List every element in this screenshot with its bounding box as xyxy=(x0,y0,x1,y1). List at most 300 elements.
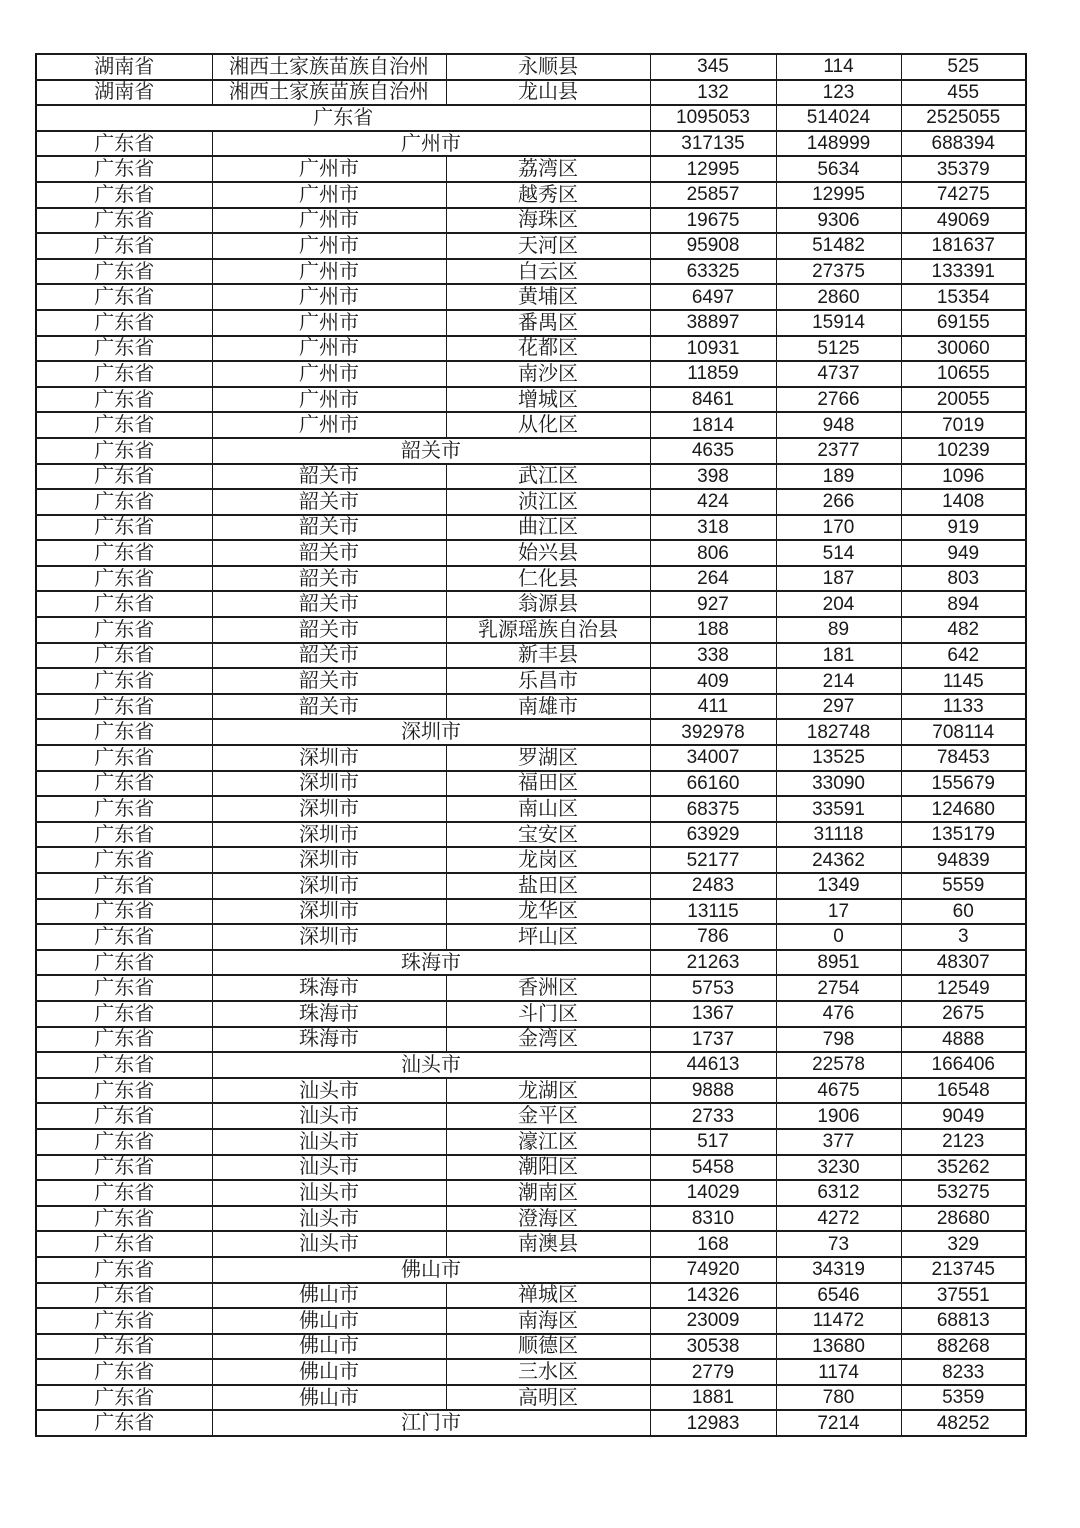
cell-province: 广东省 xyxy=(36,617,212,643)
cell-value-2: 181 xyxy=(776,643,901,669)
cell-city: 韶关市 xyxy=(212,643,446,669)
table-row xyxy=(36,540,1026,566)
cell-value-1: 5458 xyxy=(650,1155,776,1181)
cell-value-2: 73 xyxy=(776,1231,901,1257)
cell-value-3: 166406 xyxy=(901,1052,1026,1078)
cell-district: 番禺区 xyxy=(446,310,650,336)
cell-value-3: 5359 xyxy=(901,1385,1026,1411)
cell-value-3: 35379 xyxy=(901,156,1026,182)
cell-district: 澄海区 xyxy=(446,1206,650,1232)
cell-province: 广东省 xyxy=(36,1257,212,1283)
cell-value-2: 27375 xyxy=(776,259,901,285)
cell-value-2: 0 xyxy=(776,924,901,950)
cell-district: 天河区 xyxy=(446,233,650,259)
table-row xyxy=(36,336,1026,362)
cell-value-3: 2525055 xyxy=(901,105,1026,131)
cell-value-1: 2779 xyxy=(650,1359,776,1385)
table-row xyxy=(36,975,1026,1001)
cell-province: 广东省 xyxy=(36,796,212,822)
cell-city: 广州市 xyxy=(212,284,446,310)
cell-value-1: 392978 xyxy=(650,719,776,745)
table-row xyxy=(36,105,1026,131)
cell-province: 广东省 xyxy=(36,643,212,669)
cell-value-2: 377 xyxy=(776,1129,901,1155)
cell-value-3: 4888 xyxy=(901,1027,1026,1053)
cell-value-1: 9888 xyxy=(650,1078,776,1104)
cell-city: 珠海市 xyxy=(212,1027,446,1053)
cell-value-2: 1174 xyxy=(776,1359,901,1385)
cell-value-1: 5753 xyxy=(650,975,776,1001)
cell-district: 海珠区 xyxy=(446,208,650,234)
cell-district: 乐昌市 xyxy=(446,668,650,694)
cell-city: 深圳市 xyxy=(212,924,446,950)
cell-value-2: 266 xyxy=(776,489,901,515)
cell-value-3: 919 xyxy=(901,515,1026,541)
cell-district: 龙湖区 xyxy=(446,1078,650,1104)
cell-value-3: 803 xyxy=(901,566,1026,592)
cell-value-1: 11859 xyxy=(650,361,776,387)
table-row xyxy=(36,1385,1026,1411)
cell-value-3: 455 xyxy=(901,80,1026,106)
cell-province: 广东省 xyxy=(36,284,212,310)
cell-value-3: 133391 xyxy=(901,259,1026,285)
cell-city: 佛山市 xyxy=(212,1334,446,1360)
cell-value-2: 123 xyxy=(776,80,901,106)
cell-value-2: 1906 xyxy=(776,1103,901,1129)
cell-value-3: 48307 xyxy=(901,950,1026,976)
cell-district: 坪山区 xyxy=(446,924,650,950)
cell-value-3: 213745 xyxy=(901,1257,1026,1283)
cell-value-2: 13525 xyxy=(776,745,901,771)
cell-district: 潮南区 xyxy=(446,1180,650,1206)
cell-value-2: 15914 xyxy=(776,310,901,336)
cell-province: 广东省 xyxy=(36,489,212,515)
cell-value-3: 8233 xyxy=(901,1359,1026,1385)
cell-value-2: 780 xyxy=(776,1385,901,1411)
cell-value-3: 48252 xyxy=(901,1410,1026,1436)
cell-value-1: 1367 xyxy=(650,1001,776,1027)
cell-province: 广东省 xyxy=(36,540,212,566)
table-row xyxy=(36,719,1026,745)
cell-city: 湘西土家族苗族自治州 xyxy=(212,80,446,106)
cell-city: 佛山市 xyxy=(212,1385,446,1411)
cell-value-2: 4737 xyxy=(776,361,901,387)
table-row xyxy=(36,1410,1026,1436)
cell-value-2: 2766 xyxy=(776,387,901,413)
table-row xyxy=(36,1206,1026,1232)
cell-value-1: 8461 xyxy=(650,387,776,413)
cell-province: 广东省 xyxy=(36,438,212,464)
cell-district: 龙山县 xyxy=(446,80,650,106)
cell-province: 广东省 xyxy=(36,1359,212,1385)
cell-city: 韶关市 xyxy=(212,617,446,643)
table-row xyxy=(36,617,1026,643)
cell-province: 广东省 xyxy=(36,361,212,387)
cell-district: 花都区 xyxy=(446,336,650,362)
cell-value-1: 409 xyxy=(650,668,776,694)
cell-value-1: 13115 xyxy=(650,899,776,925)
cell-province: 广东省 xyxy=(36,1410,212,1436)
table-row xyxy=(36,950,1026,976)
cell-value-3: 88268 xyxy=(901,1334,1026,1360)
cell-value-2: 5125 xyxy=(776,336,901,362)
cell-value-3: 10655 xyxy=(901,361,1026,387)
table-row xyxy=(36,54,1026,80)
cell-city: 深圳市 xyxy=(212,796,446,822)
cell-province: 广东省 xyxy=(36,668,212,694)
cell-district: 增城区 xyxy=(446,387,650,413)
table-row xyxy=(36,591,1026,617)
table-row xyxy=(36,1078,1026,1104)
cell-value-3: 124680 xyxy=(901,796,1026,822)
table-row xyxy=(36,1231,1026,1257)
cell-district: 白云区 xyxy=(446,259,650,285)
cell-district: 金平区 xyxy=(446,1103,650,1129)
cell-district: 高明区 xyxy=(446,1385,650,1411)
cell-province: 广东省 xyxy=(36,1129,212,1155)
cell-value-1: 34007 xyxy=(650,745,776,771)
cell-value-2: 514 xyxy=(776,540,901,566)
cell-value-1: 1814 xyxy=(650,412,776,438)
cell-province: 广东省 xyxy=(36,1078,212,1104)
cell-district: 永顺县 xyxy=(446,54,650,80)
cell-value-1: 6497 xyxy=(650,284,776,310)
cell-value-3: 20055 xyxy=(901,387,1026,413)
cell-value-2: 2860 xyxy=(776,284,901,310)
cell-city: 汕头市 xyxy=(212,1129,446,1155)
cell-value-2: 6312 xyxy=(776,1180,901,1206)
cell-city: 韶关市 xyxy=(212,515,446,541)
table-row xyxy=(36,438,1026,464)
cell-value-1: 19675 xyxy=(650,208,776,234)
cell-value-3: 15354 xyxy=(901,284,1026,310)
table-row xyxy=(36,233,1026,259)
cell-city: 韶关市 xyxy=(212,464,446,490)
cell-city: 深圳市 xyxy=(212,745,446,771)
cell-value-2: 182748 xyxy=(776,719,901,745)
table-row xyxy=(36,208,1026,234)
cell-city: 深圳市 xyxy=(212,899,446,925)
cell-value-2: 170 xyxy=(776,515,901,541)
cell-city: 汕头市 xyxy=(212,1206,446,1232)
cell-value-1: 25857 xyxy=(650,182,776,208)
cell-province: 广东省 xyxy=(36,412,212,438)
cell-city: 深圳市 xyxy=(212,822,446,848)
cell-province: 广东省 xyxy=(36,694,212,720)
cell-province: 广东省 xyxy=(36,899,212,925)
cell-value-3: 329 xyxy=(901,1231,1026,1257)
cell-city: 韶关市 xyxy=(212,668,446,694)
table-row xyxy=(36,771,1026,797)
cell-value-1: 318 xyxy=(650,515,776,541)
cell-value-1: 12995 xyxy=(650,156,776,182)
cell-value-1: 517 xyxy=(650,1129,776,1155)
cell-value-3: 12549 xyxy=(901,975,1026,1001)
cell-value-3: 688394 xyxy=(901,131,1026,157)
cell-district: 龙华区 xyxy=(446,899,650,925)
table-row xyxy=(36,131,1026,157)
cell-value-1: 132 xyxy=(650,80,776,106)
cell-value-2: 31118 xyxy=(776,822,901,848)
table-row xyxy=(36,1001,1026,1027)
cell-city: 广州市 xyxy=(212,310,446,336)
cell-city-total: 韶关市 xyxy=(212,438,650,464)
cell-value-3: 68813 xyxy=(901,1308,1026,1334)
cell-district: 从化区 xyxy=(446,412,650,438)
cell-city: 佛山市 xyxy=(212,1359,446,1385)
cell-city: 广州市 xyxy=(212,361,446,387)
cell-city: 广州市 xyxy=(212,156,446,182)
cell-value-1: 786 xyxy=(650,924,776,950)
cell-value-3: 708114 xyxy=(901,719,1026,745)
cell-value-1: 424 xyxy=(650,489,776,515)
cell-city-total: 汕头市 xyxy=(212,1052,650,1078)
cell-city: 广州市 xyxy=(212,387,446,413)
cell-value-2: 7214 xyxy=(776,1410,901,1436)
cell-value-2: 214 xyxy=(776,668,901,694)
cell-value-2: 34319 xyxy=(776,1257,901,1283)
cell-city: 韶关市 xyxy=(212,591,446,617)
cell-value-1: 14326 xyxy=(650,1283,776,1309)
cell-value-2: 476 xyxy=(776,1001,901,1027)
cell-value-3: 525 xyxy=(901,54,1026,80)
cell-value-3: 5559 xyxy=(901,873,1026,899)
cell-value-2: 8951 xyxy=(776,950,901,976)
cell-value-1: 168 xyxy=(650,1231,776,1257)
cell-value-3: 894 xyxy=(901,591,1026,617)
cell-province: 广东省 xyxy=(36,924,212,950)
cell-province: 广东省 xyxy=(36,1206,212,1232)
cell-province: 广东省 xyxy=(36,310,212,336)
cell-value-3: 1096 xyxy=(901,464,1026,490)
cell-district: 浈江区 xyxy=(446,489,650,515)
cell-district: 新丰县 xyxy=(446,643,650,669)
table-row xyxy=(36,1129,1026,1155)
cell-value-1: 411 xyxy=(650,694,776,720)
cell-province: 广东省 xyxy=(36,1334,212,1360)
cell-value-2: 4675 xyxy=(776,1078,901,1104)
cell-province-total: 广东省 xyxy=(36,105,650,131)
cell-city: 湘西土家族苗族自治州 xyxy=(212,54,446,80)
cell-value-2: 11472 xyxy=(776,1308,901,1334)
cell-city: 佛山市 xyxy=(212,1308,446,1334)
cell-value-1: 345 xyxy=(650,54,776,80)
cell-province: 广东省 xyxy=(36,975,212,1001)
cell-district: 南海区 xyxy=(446,1308,650,1334)
table-row xyxy=(36,464,1026,490)
cell-value-3: 69155 xyxy=(901,310,1026,336)
cell-value-3: 30060 xyxy=(901,336,1026,362)
table-row xyxy=(36,387,1026,413)
cell-value-1: 398 xyxy=(650,464,776,490)
cell-city: 广州市 xyxy=(212,259,446,285)
cell-value-2: 89 xyxy=(776,617,901,643)
cell-province: 广东省 xyxy=(36,259,212,285)
cell-value-1: 1881 xyxy=(650,1385,776,1411)
cell-province: 广东省 xyxy=(36,822,212,848)
cell-value-1: 95908 xyxy=(650,233,776,259)
cell-value-3: 10239 xyxy=(901,438,1026,464)
cell-district: 三水区 xyxy=(446,1359,650,1385)
table-row xyxy=(36,899,1026,925)
table-row xyxy=(36,284,1026,310)
table-row xyxy=(36,1155,1026,1181)
cell-province: 广东省 xyxy=(36,464,212,490)
cell-value-1: 63929 xyxy=(650,822,776,848)
cell-city-total: 江门市 xyxy=(212,1410,650,1436)
table-row xyxy=(36,182,1026,208)
cell-city: 韶关市 xyxy=(212,694,446,720)
cell-city: 广州市 xyxy=(212,412,446,438)
cell-value-2: 189 xyxy=(776,464,901,490)
cell-province: 广东省 xyxy=(36,1231,212,1257)
cell-city: 广州市 xyxy=(212,336,446,362)
cell-city: 佛山市 xyxy=(212,1283,446,1309)
cell-value-1: 264 xyxy=(650,566,776,592)
cell-city: 汕头市 xyxy=(212,1103,446,1129)
cell-province: 广东省 xyxy=(36,156,212,182)
cell-value-2: 1349 xyxy=(776,873,901,899)
cell-province: 广东省 xyxy=(36,1283,212,1309)
cell-city: 汕头市 xyxy=(212,1078,446,1104)
cell-value-3: 949 xyxy=(901,540,1026,566)
cell-district: 濠江区 xyxy=(446,1129,650,1155)
cell-value-2: 297 xyxy=(776,694,901,720)
cell-value-2: 4272 xyxy=(776,1206,901,1232)
cell-value-3: 2675 xyxy=(901,1001,1026,1027)
table-row xyxy=(36,1308,1026,1334)
cell-city-total: 广州市 xyxy=(212,131,650,157)
region-table-body xyxy=(36,54,1026,1436)
table-row xyxy=(36,796,1026,822)
cell-value-1: 806 xyxy=(650,540,776,566)
table-row xyxy=(36,873,1026,899)
cell-value-1: 2483 xyxy=(650,873,776,899)
cell-value-1: 338 xyxy=(650,643,776,669)
cell-province: 广东省 xyxy=(36,1027,212,1053)
table-row xyxy=(36,1359,1026,1385)
cell-value-2: 2754 xyxy=(776,975,901,1001)
cell-value-3: 9049 xyxy=(901,1103,1026,1129)
cell-value-1: 44613 xyxy=(650,1052,776,1078)
cell-value-3: 1408 xyxy=(901,489,1026,515)
cell-value-3: 1145 xyxy=(901,668,1026,694)
cell-district: 黄埔区 xyxy=(446,284,650,310)
cell-province: 广东省 xyxy=(36,336,212,362)
table-row xyxy=(36,515,1026,541)
cell-district: 武江区 xyxy=(446,464,650,490)
cell-province: 广东省 xyxy=(36,745,212,771)
table-row xyxy=(36,361,1026,387)
cell-district: 仁化县 xyxy=(446,566,650,592)
cell-value-2: 114 xyxy=(776,54,901,80)
cell-district: 斗门区 xyxy=(446,1001,650,1027)
cell-province: 广东省 xyxy=(36,950,212,976)
cell-value-2: 22578 xyxy=(776,1052,901,1078)
table-row xyxy=(36,80,1026,106)
cell-value-1: 12983 xyxy=(650,1410,776,1436)
cell-district: 香洲区 xyxy=(446,975,650,1001)
cell-province: 广东省 xyxy=(36,566,212,592)
cell-value-3: 28680 xyxy=(901,1206,1026,1232)
table-row xyxy=(36,1283,1026,1309)
cell-district: 曲江区 xyxy=(446,515,650,541)
cell-value-1: 66160 xyxy=(650,771,776,797)
cell-value-2: 3230 xyxy=(776,1155,901,1181)
table-row xyxy=(36,745,1026,771)
cell-value-2: 6546 xyxy=(776,1283,901,1309)
table-row xyxy=(36,847,1026,873)
cell-value-1: 23009 xyxy=(650,1308,776,1334)
table-row xyxy=(36,1103,1026,1129)
cell-value-3: 16548 xyxy=(901,1078,1026,1104)
cell-city-total: 深圳市 xyxy=(212,719,650,745)
cell-district: 南雄市 xyxy=(446,694,650,720)
cell-value-1: 68375 xyxy=(650,796,776,822)
cell-province: 广东省 xyxy=(36,1308,212,1334)
cell-value-1: 38897 xyxy=(650,310,776,336)
cell-province: 广东省 xyxy=(36,233,212,259)
cell-province: 广东省 xyxy=(36,1052,212,1078)
table-row xyxy=(36,1334,1026,1360)
cell-value-2: 5634 xyxy=(776,156,901,182)
cell-city: 汕头市 xyxy=(212,1155,446,1181)
cell-district: 罗湖区 xyxy=(446,745,650,771)
table-row xyxy=(36,566,1026,592)
cell-value-1: 317135 xyxy=(650,131,776,157)
cell-value-1: 1737 xyxy=(650,1027,776,1053)
cell-value-1: 188 xyxy=(650,617,776,643)
cell-value-3: 3 xyxy=(901,924,1026,950)
cell-value-3: 49069 xyxy=(901,208,1026,234)
table-row xyxy=(36,668,1026,694)
table-row xyxy=(36,156,1026,182)
cell-city: 韶关市 xyxy=(212,566,446,592)
cell-value-2: 33090 xyxy=(776,771,901,797)
cell-province: 广东省 xyxy=(36,847,212,873)
cell-province: 广东省 xyxy=(36,208,212,234)
table-row xyxy=(36,259,1026,285)
cell-value-3: 37551 xyxy=(901,1283,1026,1309)
cell-district: 潮阳区 xyxy=(446,1155,650,1181)
cell-province: 湖南省 xyxy=(36,54,212,80)
table-row xyxy=(36,489,1026,515)
cell-city-total: 珠海市 xyxy=(212,950,650,976)
cell-district: 翁源县 xyxy=(446,591,650,617)
table-row xyxy=(36,1052,1026,1078)
cell-province: 广东省 xyxy=(36,1385,212,1411)
cell-value-1: 1095053 xyxy=(650,105,776,131)
cell-value-1: 2733 xyxy=(650,1103,776,1129)
cell-value-3: 135179 xyxy=(901,822,1026,848)
cell-value-3: 94839 xyxy=(901,847,1026,873)
cell-value-3: 60 xyxy=(901,899,1026,925)
cell-city: 广州市 xyxy=(212,208,446,234)
table-row xyxy=(36,924,1026,950)
cell-city: 韶关市 xyxy=(212,489,446,515)
table-row xyxy=(36,1180,1026,1206)
table-row xyxy=(36,694,1026,720)
cell-city: 深圳市 xyxy=(212,771,446,797)
cell-district: 龙岗区 xyxy=(446,847,650,873)
cell-value-1: 14029 xyxy=(650,1180,776,1206)
cell-value-1: 4635 xyxy=(650,438,776,464)
cell-value-1: 63325 xyxy=(650,259,776,285)
cell-value-1: 8310 xyxy=(650,1206,776,1232)
cell-value-3: 2123 xyxy=(901,1129,1026,1155)
cell-value-3: 74275 xyxy=(901,182,1026,208)
cell-province: 广东省 xyxy=(36,1155,212,1181)
